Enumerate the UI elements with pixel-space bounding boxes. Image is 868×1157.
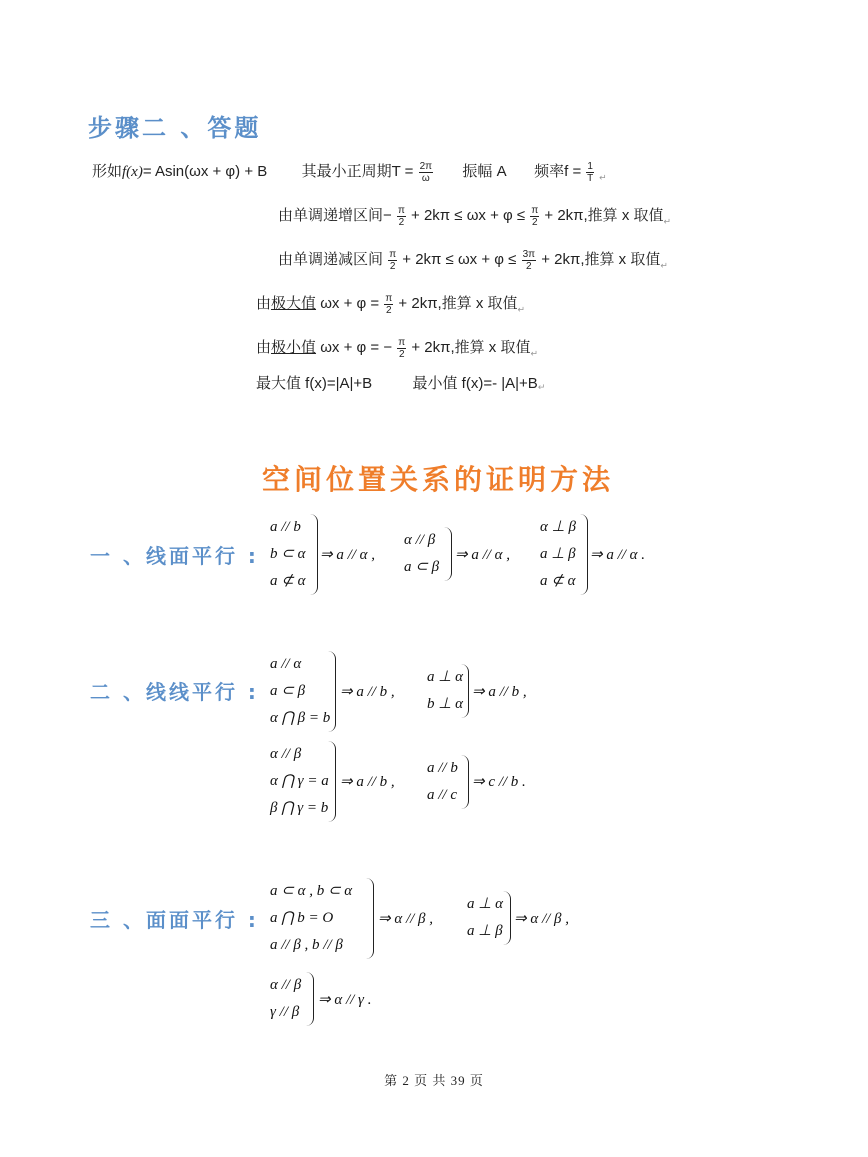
brace bbox=[579, 514, 588, 595]
s1-conditions-3 bbox=[540, 514, 588, 595]
condition-line: α ⋂ β = b bbox=[270, 710, 331, 726]
s2-conditions-1 bbox=[270, 651, 336, 732]
s1-conditions-1 bbox=[270, 514, 318, 595]
formula-line-3: 由单调递减区间 $\frac{\pi}{2}$ + 2kπ ≤ ωx + φ ≤ $\frac{3\pi}{2}$ + 2kπ,推算 x 取值↵ bbox=[278, 248, 668, 272]
brace bbox=[305, 972, 314, 1026]
condition-line: a // c bbox=[427, 787, 457, 803]
section-3-label: 三 、面面平行 : bbox=[90, 908, 259, 932]
condition-line: a // β , b // β bbox=[270, 937, 343, 953]
brace bbox=[443, 527, 452, 581]
condition-line: a ⊥ β bbox=[467, 923, 503, 939]
condition-line: α // β bbox=[404, 532, 436, 548]
s2-conclusion-3: ⇒ a // b , bbox=[340, 774, 395, 790]
condition-line: a // b bbox=[427, 760, 458, 776]
brace bbox=[309, 514, 318, 595]
s2-conclusion-4: ⇒ c // b . bbox=[472, 774, 526, 790]
s1-conclusion-3: ⇒ a // α . bbox=[590, 547, 646, 563]
condition-line: a ⊥ α bbox=[467, 896, 503, 912]
condition-line: a ⊥ α bbox=[427, 669, 463, 685]
condition-line: α ⋂ γ = a bbox=[270, 773, 329, 789]
s2-conclusion-2: ⇒ a // b , bbox=[472, 684, 527, 700]
condition-line: a ⊂ α , b ⊂ α bbox=[270, 883, 353, 899]
condition-line: a ⊄ α bbox=[540, 573, 576, 589]
condition-line: β ⋂ γ = b bbox=[270, 800, 329, 816]
s3-conclusion-1: ⇒ α // β , bbox=[378, 911, 433, 927]
brace bbox=[327, 741, 336, 822]
brace bbox=[502, 891, 511, 945]
page-footer: 第 2 页 共 39 页 bbox=[384, 1073, 484, 1088]
s2-conditions-4 bbox=[427, 755, 469, 809]
s1-conditions-2 bbox=[404, 527, 452, 581]
s3-conditions-1 bbox=[270, 878, 374, 959]
condition-line: α ⊥ β bbox=[540, 519, 576, 535]
formula-line-5: 由极小值 ωx + φ = − $\frac{\pi}{2}$ + 2kπ,推算 x 取值↵ bbox=[256, 336, 539, 360]
section-1-label: 一 、线面平行 : bbox=[90, 544, 259, 568]
condition-line: a ⊥ β bbox=[540, 546, 576, 562]
step-title: 步骤二 、答题 bbox=[88, 114, 262, 142]
condition-line: γ // β bbox=[270, 1004, 300, 1020]
condition-line: α // β bbox=[270, 746, 302, 762]
condition-line: b ⊂ α bbox=[270, 546, 306, 562]
s2-conditions-3 bbox=[270, 741, 336, 822]
condition-line: a ⊂ β bbox=[270, 683, 306, 699]
formula-line-1: 形如f(x)= Asin(ωx + φ) + B 其最小正周期T = $\frac{2\pi}{\omega}$ 振幅 A 频率f = $\frac{1}{T}$ ↵ bbox=[92, 160, 607, 184]
s3-conclusion-3: ⇒ α // γ . bbox=[318, 992, 372, 1008]
condition-line: a ⋂ b = O bbox=[270, 910, 334, 926]
section-2-label: 二 、线线平行 : bbox=[90, 680, 259, 704]
s3-conclusion-2: ⇒ α // β , bbox=[514, 911, 569, 927]
s3-conditions-3 bbox=[270, 972, 314, 1026]
formula-line-4: 由极大值 ωx + φ = $\frac{\pi}{2}$ + 2kπ,推算 x 取值↵ bbox=[256, 292, 526, 316]
s1-conclusion-2: ⇒ a // α , bbox=[455, 547, 511, 563]
condition-line: a ⊄ α bbox=[270, 573, 306, 589]
brace bbox=[365, 878, 374, 959]
condition-line: a ⊂ β bbox=[404, 559, 440, 575]
s2-conditions-2 bbox=[427, 664, 469, 718]
condition-line: b ⊥ α bbox=[427, 696, 463, 712]
s3-conditions-2 bbox=[467, 891, 511, 945]
brace bbox=[460, 755, 469, 809]
s1-conclusion-1: ⇒ a // α , bbox=[320, 547, 376, 563]
brace bbox=[327, 651, 336, 732]
condition-line: α // β bbox=[270, 977, 302, 993]
brace bbox=[460, 664, 469, 718]
main-title: 空间位置关系的证明方法 bbox=[262, 463, 615, 496]
s2-conclusion-1: ⇒ a // b , bbox=[340, 684, 395, 700]
formula-line-6: 最大值 f(x)=|A|+B 最小值 f(x)=- |A|+B↵ bbox=[256, 375, 546, 392]
condition-line: a // α bbox=[270, 656, 302, 672]
condition-line: a // b bbox=[270, 519, 301, 535]
formula-line-2: 由单调递增区间− $\frac{\pi}{2}$ + 2kπ ≤ ωx + φ ≤ $\frac{\pi}{2}$ + 2kπ,推算 x 取值↵ bbox=[278, 204, 672, 228]
